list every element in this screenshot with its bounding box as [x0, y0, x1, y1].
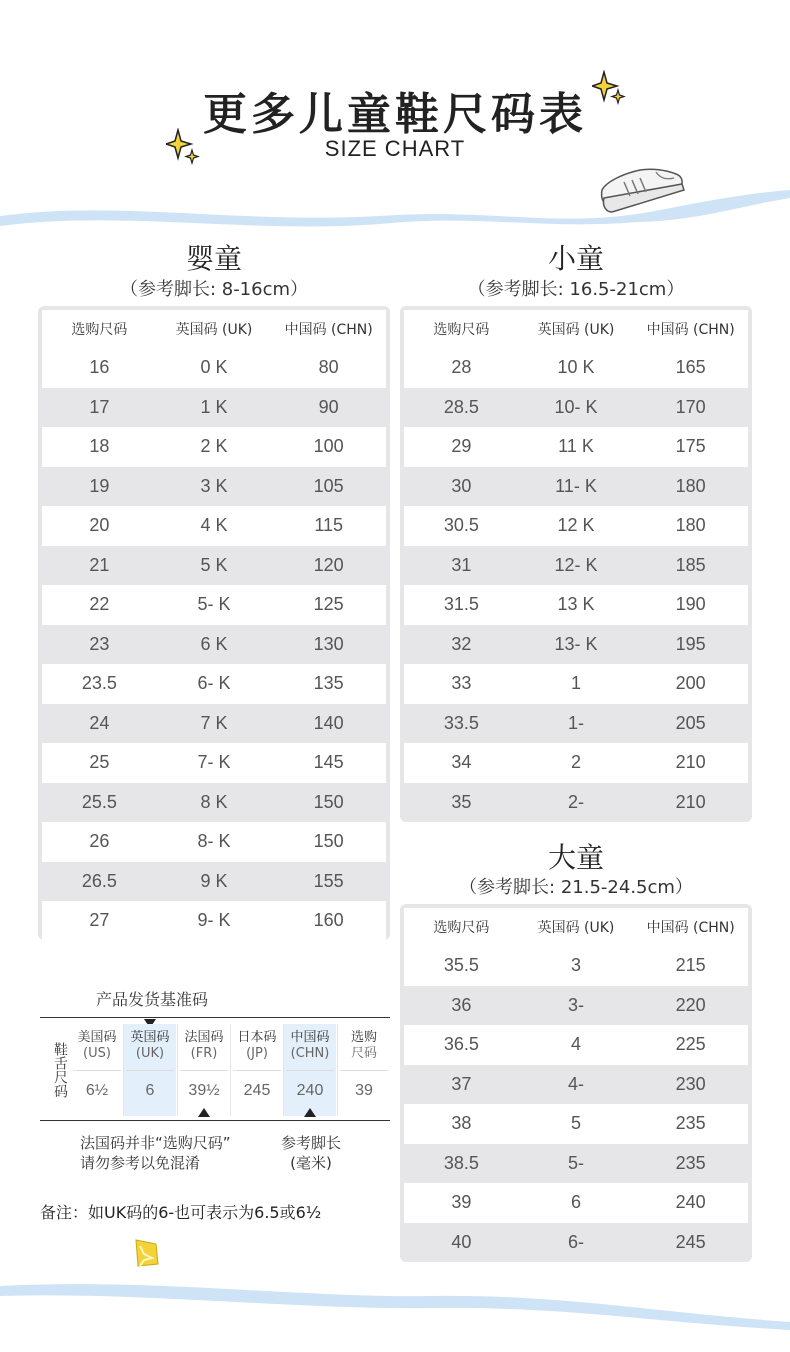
reference-column-us	[71, 1024, 123, 1116]
column-header: 英国码 (UK)	[537, 322, 615, 338]
section-title-youth: 大童	[547, 841, 604, 874]
table-cell: 5 K	[200, 554, 228, 575]
table-cell: 27	[89, 910, 110, 931]
table-cell: 21	[89, 554, 110, 575]
table-cell: 1	[571, 673, 582, 694]
reference-column-uk	[124, 1024, 176, 1116]
table-cell: 31	[451, 554, 472, 575]
table-cell: 39	[451, 1192, 472, 1213]
reference-column-purchase	[338, 1024, 390, 1116]
column-name: 日本码	[237, 1030, 277, 1045]
table-header	[404, 310, 748, 348]
table-row	[404, 1104, 748, 1144]
table-cell: 36.5	[443, 1034, 479, 1055]
youth-size-table	[400, 904, 752, 1262]
table-cell: 2 K	[200, 436, 228, 457]
column-value: 6	[145, 1082, 155, 1099]
tongue-label-title: 鞋舌尺码	[52, 1042, 68, 1098]
column-value: 39½	[188, 1082, 220, 1099]
reference-column-chn	[284, 1024, 336, 1116]
table-row	[404, 783, 748, 823]
table-cell: 11 K	[558, 436, 594, 457]
section-title-infant: 婴童	[185, 242, 242, 275]
table-row	[42, 625, 386, 665]
sparkle-icon	[166, 128, 200, 166]
table-cell: 7- K	[197, 752, 231, 773]
table-row	[42, 348, 386, 388]
table-row	[404, 427, 748, 467]
table-cell: 9- K	[197, 910, 231, 931]
table-cell: 210	[675, 752, 706, 773]
reference-caption: 产品发货基准码	[96, 990, 209, 1009]
column-code: (FR)	[190, 1046, 218, 1061]
table-cell: 10- K	[554, 396, 598, 417]
table-cell: 105	[313, 475, 344, 496]
reference-column-fr	[178, 1024, 230, 1116]
table-row	[404, 704, 748, 744]
table-row	[404, 1183, 748, 1223]
table-cell: 115	[314, 515, 344, 536]
column-name: 美国码	[77, 1030, 117, 1045]
table-row	[404, 664, 748, 704]
page-subtitle: SIZE CHART	[324, 136, 466, 161]
table-cell: 31.5	[443, 594, 479, 615]
table-cell: 6 K	[200, 633, 228, 654]
table-cell: 130	[313, 633, 344, 654]
table-cell: 7 K	[200, 712, 228, 733]
sparkle-icon	[592, 70, 626, 106]
table-cell: 2-	[568, 791, 585, 812]
table-cell: 3-	[568, 994, 585, 1015]
column-name: 选购	[350, 1030, 377, 1045]
table-cell: 13 K	[557, 594, 595, 615]
table-row	[42, 585, 386, 625]
table-cell: 0 K	[200, 357, 228, 378]
table-row	[404, 546, 748, 586]
table-cell: 5- K	[197, 594, 231, 615]
table-body	[42, 348, 386, 941]
table-cell: 125	[313, 594, 344, 615]
table-cell: 20	[89, 515, 110, 536]
table-cell: 34	[451, 752, 472, 773]
table-cell: 205	[675, 712, 706, 733]
table-cell: 90	[318, 396, 339, 417]
table-row	[404, 585, 748, 625]
table-header	[404, 908, 748, 946]
table-row	[42, 467, 386, 507]
table-cell: 225	[675, 1034, 706, 1055]
table-cell: 10 K	[557, 357, 595, 378]
table-cell: 30.5	[443, 515, 479, 536]
table-body	[404, 946, 748, 1262]
divider	[340, 1070, 388, 1071]
table-cell: 4 K	[200, 515, 228, 536]
table-row	[42, 704, 386, 744]
divider	[73, 1070, 121, 1071]
table-cell: 2	[571, 752, 582, 773]
table-cell: 26	[89, 831, 110, 852]
column-header: 选购尺码	[433, 920, 490, 936]
note-line: 参考脚长	[280, 1134, 341, 1152]
table-cell: 140	[313, 712, 344, 733]
divider	[233, 1070, 281, 1071]
table-cell: 175	[675, 436, 706, 457]
table-cell: 12- K	[554, 554, 598, 575]
table-row	[404, 1065, 748, 1105]
table-row	[404, 388, 748, 428]
table-cell: 4-	[568, 1073, 585, 1094]
table-row	[404, 946, 748, 986]
column-value: 39	[355, 1082, 373, 1099]
table-cell: 13- K	[554, 633, 598, 654]
table-cell: 38.5	[443, 1152, 479, 1173]
table-cell: 28	[451, 357, 472, 378]
table-cell: 210	[675, 791, 706, 812]
table-cell: 3 K	[200, 475, 228, 496]
table-cell: 33	[451, 673, 472, 694]
column-code: (JP)	[246, 1046, 268, 1061]
pointer-up-icon	[304, 1108, 316, 1117]
table-cell: 120	[313, 554, 344, 575]
table-row	[404, 467, 748, 507]
table-row	[42, 388, 386, 428]
table-row	[404, 1144, 748, 1184]
section-subtitle-infant: （参考脚长: 8-16cm）	[119, 279, 309, 300]
note-line: 法国码并非“选购尺码”	[80, 1134, 231, 1152]
table-cell: 23	[89, 633, 110, 654]
table-cell: 235	[675, 1152, 706, 1173]
table-cell: 160	[313, 910, 344, 931]
table-cell: 6-	[568, 1231, 585, 1252]
column-code: 尺码	[350, 1046, 377, 1061]
wave-decoration	[0, 1272, 790, 1342]
note-fr-code	[80, 1133, 231, 1173]
column-code: (UK)	[135, 1046, 165, 1061]
table-cell: 25	[89, 752, 110, 773]
table-cell: 150	[313, 791, 344, 812]
table-cell: 1-	[568, 712, 585, 733]
column-name: 中国码	[290, 1030, 330, 1045]
table-row	[42, 427, 386, 467]
column-code: (CHN)	[290, 1046, 330, 1061]
table-cell: 100	[313, 436, 344, 457]
table-cell: 11- K	[555, 475, 597, 496]
table-cell: 35	[451, 791, 472, 812]
table-cell: 24	[89, 712, 110, 733]
table-row	[404, 348, 748, 388]
table-cell: 25.5	[81, 791, 117, 812]
table-cell: 195	[675, 633, 706, 654]
section-title-child: 小童	[547, 242, 604, 275]
table-cell: 12 K	[557, 515, 595, 536]
table-cell: 16	[89, 357, 110, 378]
table-cell: 6- K	[197, 673, 231, 694]
note-line: 请勿参考以免混淆	[80, 1154, 201, 1172]
table-row	[404, 506, 748, 546]
column-value: 245	[243, 1082, 271, 1099]
table-cell: 170	[675, 396, 706, 417]
table-cell: 37	[451, 1073, 472, 1094]
table-cell: 18	[89, 436, 110, 457]
table-row	[404, 986, 748, 1026]
column-header: 中国码 (CHN)	[646, 322, 735, 338]
pointer-up-icon	[198, 1108, 210, 1117]
table-cell: 3	[571, 955, 582, 976]
wave-decoration	[0, 180, 790, 230]
table-cell: 17	[89, 396, 110, 417]
table-cell: 155	[313, 870, 344, 891]
table-cell: 26.5	[81, 870, 117, 891]
table-cell: 5-	[568, 1152, 585, 1173]
table-cell: 6	[571, 1192, 582, 1213]
column-header: 中国码 (CHN)	[284, 322, 373, 338]
table-cell: 9 K	[200, 870, 228, 891]
divider	[40, 1017, 390, 1018]
table-cell: 230	[675, 1073, 706, 1094]
table-cell: 8 K	[200, 791, 228, 812]
table-cell: 22	[89, 594, 110, 615]
table-cell: 19	[89, 475, 110, 496]
table-row	[42, 822, 386, 862]
table-cell: 30	[451, 475, 472, 496]
section-subtitle-child: （参考脚长: 16.5-21cm）	[467, 279, 685, 300]
table-cell: 145	[313, 752, 344, 773]
divider	[180, 1070, 228, 1071]
table-cell: 240	[675, 1192, 706, 1213]
table-cell: 245	[675, 1231, 706, 1252]
table-cell: 28.5	[443, 396, 479, 417]
table-row	[42, 743, 386, 783]
table-cell: 180	[675, 475, 706, 496]
column-header: 选购尺码	[433, 322, 490, 338]
table-cell: 35.5	[443, 955, 479, 976]
table-row	[404, 1223, 748, 1263]
section-subtitle-youth: （参考脚长: 21.5-24.5cm）	[459, 877, 693, 898]
table-cell: 235	[675, 1113, 706, 1134]
table-cell: 29	[451, 436, 472, 457]
table-row	[42, 506, 386, 546]
table-cell: 33.5	[443, 712, 479, 733]
table-row	[42, 862, 386, 902]
table-cell: 185	[675, 554, 706, 575]
sparkle-icon	[128, 1236, 164, 1272]
divider	[286, 1070, 334, 1071]
page-title: 更多儿童鞋尺码表	[203, 89, 587, 140]
table-cell: 200	[675, 673, 706, 694]
table-row	[404, 743, 748, 783]
column-header: 英国码 (UK)	[537, 920, 615, 936]
table-cell: 4	[571, 1034, 582, 1055]
note-line: (毫米)	[290, 1154, 332, 1172]
table-cell: 215	[675, 955, 706, 976]
column-code: (US)	[83, 1046, 111, 1061]
table-row	[404, 1025, 748, 1065]
divider	[40, 1120, 390, 1121]
column-value: 240	[296, 1082, 324, 1099]
table-cell: 180	[675, 515, 706, 536]
table-cell: 40	[451, 1231, 472, 1252]
table-row	[404, 625, 748, 665]
table-cell: 8- K	[197, 831, 231, 852]
table-row	[42, 783, 386, 823]
table-row	[42, 664, 386, 704]
column-header: 选购尺码	[71, 322, 128, 338]
table-row	[42, 546, 386, 586]
column-name: 法国码	[184, 1030, 224, 1045]
table-cell: 165	[675, 357, 706, 378]
reference-column-jp	[231, 1024, 283, 1116]
table-row	[42, 901, 386, 941]
table-cell: 23.5	[81, 673, 117, 694]
child-size-table	[400, 306, 752, 822]
table-cell: 36	[451, 994, 472, 1015]
remark-text: 备注：如UK码的6-也可表示为6.5或6½	[40, 1203, 322, 1222]
table-cell: 190	[675, 594, 706, 615]
infant-size-table	[38, 306, 390, 940]
divider	[126, 1070, 174, 1071]
table-cell: 80	[318, 357, 339, 378]
column-name: 英国码	[130, 1030, 170, 1045]
table-cell: 220	[675, 994, 706, 1015]
table-cell: 1 K	[200, 396, 228, 417]
table-cell: 135	[313, 673, 344, 694]
column-header: 中国码 (CHN)	[646, 920, 735, 936]
table-cell: 38	[451, 1113, 472, 1134]
column-value: 6½	[85, 1082, 109, 1099]
table-cell: 150	[313, 831, 344, 852]
table-cell: 32	[451, 633, 472, 654]
table-body	[404, 348, 748, 822]
note-foot-length	[276, 1133, 346, 1173]
column-header: 英国码 (UK)	[175, 322, 253, 338]
table-header	[42, 310, 386, 348]
table-cell: 5	[571, 1113, 582, 1134]
